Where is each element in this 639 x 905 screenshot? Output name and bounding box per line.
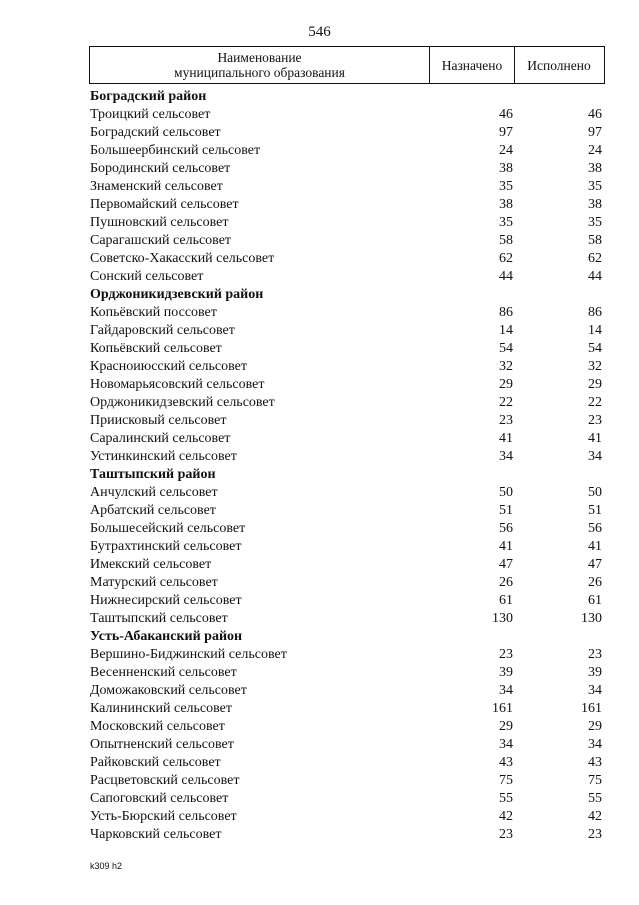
municipality-name: Сапоговский сельсовет: [90, 791, 229, 806]
municipality-name: Орджоникидзевский сельсовет: [90, 395, 275, 410]
district-name: Боградский район: [90, 89, 207, 104]
completed-value: 22: [588, 395, 602, 410]
table-row: [90, 826, 610, 844]
municipality-name: Копьёвский сельсовет: [90, 341, 222, 356]
table-row: [90, 664, 610, 682]
table-row: [90, 754, 610, 772]
assigned-value: 75: [499, 773, 513, 788]
completed-value: 58: [588, 233, 602, 248]
municipality-name: Первомайский сельсовет: [90, 197, 239, 212]
assigned-value: 58: [499, 233, 513, 248]
assigned-value: 29: [499, 719, 513, 734]
table-row: [90, 772, 610, 790]
table-row: [90, 340, 610, 358]
assigned-value: 29: [499, 377, 513, 392]
municipality-name: Анчулский сельсовет: [90, 485, 218, 500]
municipality-name: Бутрахтинский сельсовет: [90, 539, 242, 554]
table-row: [90, 196, 610, 214]
municipality-name: Матурский сельсовет: [90, 575, 218, 590]
completed-value: 23: [588, 827, 602, 842]
assigned-value: 47: [499, 557, 513, 572]
completed-value: 41: [588, 539, 602, 554]
completed-value: 35: [588, 179, 602, 194]
municipality-name: Пушновский сельсовет: [90, 215, 229, 230]
assigned-value: 161: [492, 701, 513, 716]
page-number: 546: [308, 24, 331, 40]
table-row: [90, 808, 610, 826]
district-heading-row: [90, 628, 610, 646]
completed-value: 34: [588, 449, 602, 464]
completed-value: 34: [588, 737, 602, 752]
assigned-value: 34: [499, 449, 513, 464]
table-row: [90, 556, 610, 574]
table-row: [90, 322, 610, 340]
assigned-value: 34: [499, 683, 513, 698]
completed-value: 46: [588, 107, 602, 122]
table-row: [90, 592, 610, 610]
table-row: [90, 736, 610, 754]
assigned-value: 43: [499, 755, 513, 770]
table-body: [90, 88, 610, 844]
municipality-name: Устинкинский сельсовет: [90, 449, 237, 464]
completed-value: 39: [588, 665, 602, 680]
table-row: [90, 682, 610, 700]
municipality-name: Приисковый сельсовет: [90, 413, 227, 428]
municipality-name: Таштыпский сельсовет: [90, 611, 228, 626]
assigned-value: 55: [499, 791, 513, 806]
municipality-name: Арбатский сельсовет: [90, 503, 216, 518]
table-row: [90, 304, 610, 322]
table-row: [90, 520, 610, 538]
completed-value: 38: [588, 197, 602, 212]
header-assigned-column: Назначено: [430, 47, 515, 83]
table-row: [90, 232, 610, 250]
table-row: [90, 484, 610, 502]
district-name: Усть-Абаканский район: [90, 629, 243, 644]
table-row: [90, 790, 610, 808]
assigned-value: 54: [499, 341, 513, 356]
district-name: Орджоникидзевский район: [90, 287, 264, 302]
district-heading-row: [90, 286, 610, 304]
completed-value: 34: [588, 683, 602, 698]
completed-value: 62: [588, 251, 602, 266]
assigned-value: 51: [499, 503, 513, 518]
completed-value: 86: [588, 305, 602, 320]
municipality-name: Советско-Хакасский сельсовет: [90, 251, 275, 266]
table-row: [90, 250, 610, 268]
completed-value: 47: [588, 557, 602, 572]
completed-value: 75: [588, 773, 602, 788]
table-row: [90, 214, 610, 232]
header-name-column: [90, 47, 430, 83]
completed-value: 24: [588, 143, 602, 158]
assigned-value: 62: [499, 251, 513, 266]
municipality-name: Большеербинский сельсовет: [90, 143, 261, 158]
completed-value: 35: [588, 215, 602, 230]
table-row: [90, 142, 610, 160]
municipality-name: Имекский сельсовет: [90, 557, 212, 572]
municipality-name: Калининский сельсовет: [90, 701, 232, 716]
municipality-name: Усть-Бюрский сельсовет: [90, 809, 237, 824]
assigned-value: 23: [499, 647, 513, 662]
table-row: [90, 538, 610, 556]
assigned-value: 41: [499, 539, 513, 554]
table-row: [90, 106, 610, 124]
assigned-value: 23: [499, 827, 513, 842]
completed-value: 29: [588, 377, 602, 392]
municipality-name: Копьёвский поссовет: [90, 305, 217, 320]
completed-value: 54: [588, 341, 602, 356]
municipality-name: Нижнесирский сельсовет: [90, 593, 242, 608]
table-row: [90, 358, 610, 376]
completed-value: 43: [588, 755, 602, 770]
table-row: [90, 448, 610, 466]
municipality-name: Опытненский сельсовет: [90, 737, 234, 752]
assigned-value: 56: [499, 521, 513, 536]
assigned-value: 14: [499, 323, 513, 338]
completed-value: 23: [588, 413, 602, 428]
table-row: [90, 178, 610, 196]
assigned-value: 34: [499, 737, 513, 752]
completed-value: 97: [588, 125, 602, 140]
district-heading-row: [90, 466, 610, 484]
table-row: [90, 376, 610, 394]
completed-value: 161: [581, 701, 602, 716]
district-heading-row: [90, 88, 610, 106]
assigned-value: 35: [499, 179, 513, 194]
municipality-name: Сонский сельсовет: [90, 269, 204, 284]
table-row: [90, 160, 610, 178]
assigned-value: 39: [499, 665, 513, 680]
completed-value: 32: [588, 359, 602, 374]
completed-value: 14: [588, 323, 602, 338]
assigned-value: 42: [499, 809, 513, 824]
assigned-value: 41: [499, 431, 513, 446]
municipality-name: Расцветовский сельсовет: [90, 773, 240, 788]
header-completed-column: Исполнено: [527, 57, 591, 73]
assigned-value: 44: [499, 269, 513, 284]
table-row: [90, 574, 610, 592]
table-row: [90, 412, 610, 430]
completed-value: 50: [588, 485, 602, 500]
municipality-name: Саралинский сельсовет: [90, 431, 231, 446]
municipality-name: Доможаковский сельсовет: [90, 683, 247, 698]
municipality-name: Боградский сельсовет: [90, 125, 221, 140]
municipality-name: Бородинский сельсовет: [90, 161, 231, 176]
municipality-name: Московский сельсовет: [90, 719, 225, 734]
municipality-name: Сарагашский сельсовет: [90, 233, 232, 248]
table-row: [90, 430, 610, 448]
municipality-name: Весенненский сельсовет: [90, 665, 237, 680]
completed-value: 51: [588, 503, 602, 518]
table-row: [90, 718, 610, 736]
assigned-value: 50: [499, 485, 513, 500]
header-name-line1: Наименование: [217, 50, 302, 65]
completed-value: 44: [588, 269, 602, 284]
assigned-value: 86: [499, 305, 513, 320]
completed-value: 130: [581, 611, 602, 626]
header-name-line2: муниципального образования: [174, 65, 345, 80]
table-row: [90, 610, 610, 628]
table-row: [90, 502, 610, 520]
assigned-value: 38: [499, 197, 513, 212]
assigned-value: 22: [499, 395, 513, 410]
municipality-name: Новомарьясовский сельсовет: [90, 377, 265, 392]
assigned-value: 23: [499, 413, 513, 428]
assigned-value: 35: [499, 215, 513, 230]
completed-value: 55: [588, 791, 602, 806]
municipality-name: Большесейский сельсовет: [90, 521, 246, 536]
assigned-value: 24: [499, 143, 513, 158]
assigned-value: 26: [499, 575, 513, 590]
completed-value: 26: [588, 575, 602, 590]
municipality-name: Троицкий сельсовет: [90, 107, 211, 122]
municipality-name: Гайдаровский сельсовет: [90, 323, 235, 338]
completed-value: 29: [588, 719, 602, 734]
municipality-name: Вершино-Биджинский сельсовет: [90, 647, 287, 662]
assigned-value: 46: [499, 107, 513, 122]
table-row: [90, 646, 610, 664]
assigned-value: 38: [499, 161, 513, 176]
completed-value: 56: [588, 521, 602, 536]
table-row: [90, 394, 610, 412]
table-row: [90, 268, 610, 286]
completed-value: 23: [588, 647, 602, 662]
completed-value: 42: [588, 809, 602, 824]
assigned-value: 97: [499, 125, 513, 140]
table-row: [90, 124, 610, 142]
completed-value: 61: [588, 593, 602, 608]
assigned-value: 61: [499, 593, 513, 608]
footer-code: k309 h2: [90, 861, 123, 871]
completed-value: 41: [588, 431, 602, 446]
assigned-value: 130: [492, 611, 513, 626]
municipality-name: Знаменский сельсовет: [90, 179, 223, 194]
assigned-value: 32: [499, 359, 513, 374]
municipality-name: Райковский сельсовет: [90, 755, 221, 770]
completed-value: 38: [588, 161, 602, 176]
municipality-name: Красноиюсский сельсовет: [90, 359, 247, 374]
district-name: Таштыпский район: [90, 467, 216, 482]
municipality-name: Чарковский сельсовет: [90, 827, 222, 842]
table-header: [89, 46, 605, 84]
table-row: [90, 700, 610, 718]
